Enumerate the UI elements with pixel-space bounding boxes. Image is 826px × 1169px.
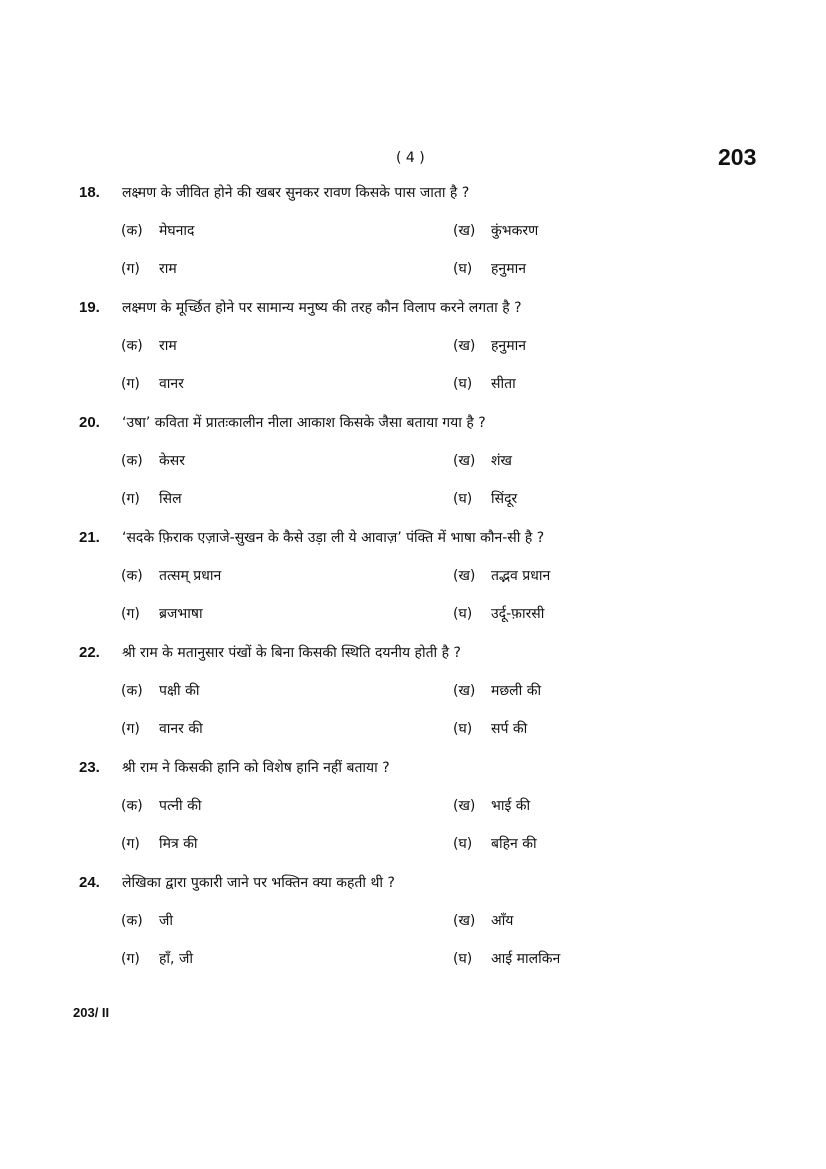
question-number: 19. [79,299,100,316]
option-label: (घ) [453,491,473,507]
option-text: मेघनाद [159,223,195,239]
question-21 [0,528,826,643]
option-text: सीता [491,376,516,392]
option-label: (घ) [453,376,473,392]
option-label: (क) [121,568,143,584]
question-20 [0,413,826,528]
option-text: वानर [159,376,184,392]
option-label: (क) [121,798,143,814]
option-label: (ग) [121,836,140,852]
option-text: हनुमान [491,261,526,277]
option-text: तत्सम् प्रधान [159,568,222,584]
option-text: बहिन की [491,836,537,852]
option-text: पत्नी की [159,798,202,814]
option-text: उर्दू-फ़ारसी [491,606,545,622]
option-label: (ख) [453,568,476,584]
option-text: वानर की [159,721,203,737]
option-text: पक्षी की [159,683,200,699]
question-24 [0,873,826,988]
question-number: 20. [79,414,100,431]
option-text: सर्प की [491,721,528,737]
option-label: (क) [121,223,143,239]
option-label: (ख) [453,223,476,239]
question-number: 23. [79,759,100,776]
option-text: हनुमान [491,338,526,354]
option-text: राम [159,338,177,354]
question-18 [0,183,826,298]
question-text: श्री राम के मतानुसार पंखों के बिना किसकी स्थिति दयनीय होती है ? [122,645,461,661]
option-text: जी [159,913,174,929]
option-label: (क) [121,338,143,354]
option-label: (क) [121,453,143,469]
option-text: राम [159,261,177,277]
option-text: आँय [491,913,514,929]
option-text: सिंदूर [491,491,518,507]
option-text: कुंभकरण [491,223,539,239]
option-text: शंख [491,453,512,469]
question-text: श्री राम ने किसकी हानि को विशेष हानि नहीं बताया ? [122,760,390,776]
question-text: लक्ष्मण के जीवित होने की खबर सुनकर रावण किसके पास जाता है ? [122,185,470,201]
option-text: हाँ, जी [159,951,193,967]
option-label: (घ) [453,951,473,967]
option-text: तद्भव प्रधान [491,568,551,584]
question-number: 22. [79,644,100,661]
question-number: 21. [79,529,100,546]
question-number: 24. [79,874,100,891]
question-text: ‘उषा’ कविता में प्रातःकालीन नीला आकाश किसके जैसा बताया गया है ? [122,415,486,431]
option-text: ब्रजभाषा [159,606,203,622]
option-label: (क) [121,913,143,929]
question-22 [0,643,826,758]
question-19 [0,298,826,413]
option-label: (घ) [453,721,473,737]
option-label: (ग) [121,376,140,392]
option-text: मित्र की [159,836,198,852]
option-label: (ग) [121,606,140,622]
option-text: भाई की [491,798,531,814]
option-label: (ख) [453,913,476,929]
option-text: सिल [159,491,182,507]
paper-code: 203 [718,144,757,170]
option-label: (ख) [453,683,476,699]
question-text: लक्ष्मण के मूर्च्छित होने पर सामान्य मनुष्य की तरह कौन विलाप करने लगता है ? [122,300,522,316]
page-number: ( 4 ) [396,150,425,166]
option-label: (ख) [453,338,476,354]
question-number: 18. [79,184,100,201]
option-label: (ग) [121,951,140,967]
question-23 [0,758,826,873]
option-label: (ग) [121,491,140,507]
option-label: (ख) [453,798,476,814]
option-text: मछली की [491,683,542,699]
option-text: केसर [159,453,185,469]
question-text: लेखिका द्वारा पुकारी जाने पर भक्तिन क्या कहती थी ? [122,875,395,891]
option-label: (घ) [453,836,473,852]
question-text: ‘सदके फ़िराक एज़ाजे-सुखन के कैसे उड़ा ली ये आवाज़’ पंक्ति में भाषा कौन-सी है ? [122,530,545,546]
option-label: (ग) [121,261,140,277]
option-label: (क) [121,683,143,699]
option-text: आई मालकिन [491,951,561,967]
option-label: (घ) [453,606,473,622]
option-label: (ग) [121,721,140,737]
footer-code: 203/ II [73,1005,110,1020]
option-label: (घ) [453,261,473,277]
option-label: (ख) [453,453,476,469]
